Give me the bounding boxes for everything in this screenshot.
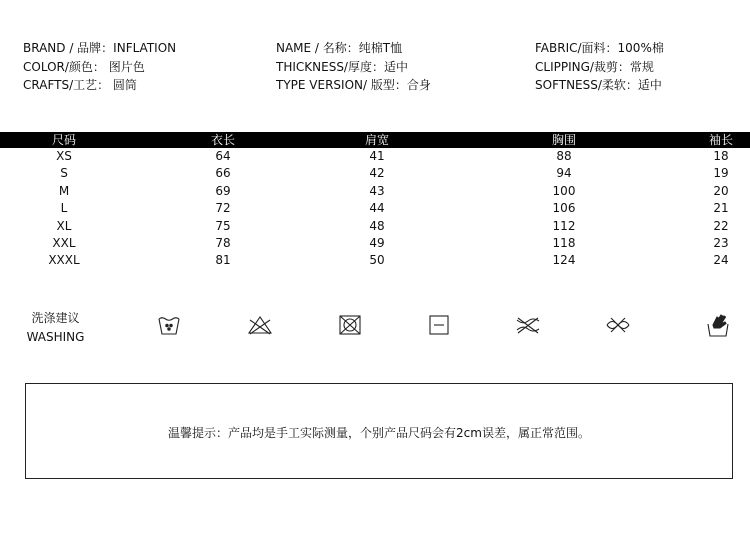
cell-size: S <box>60 166 68 181</box>
table-row <box>0 252 750 269</box>
cell-shoulder: 49 <box>369 236 385 251</box>
cell-length: 75 <box>215 218 231 233</box>
cell-sleeve: 22 <box>713 218 729 233</box>
header-length: 衣长 <box>128 132 318 148</box>
name-line: NAME / 名称：纯棉T恤 <box>276 41 403 55</box>
cell-sleeve: 18 <box>713 149 729 163</box>
cell-chest: 118 <box>552 236 576 251</box>
table-row <box>0 148 750 165</box>
info-column-fabric <box>535 39 664 95</box>
softness-line: SOFTNESS/柔软：适中 <box>535 78 662 92</box>
cell-size: XS <box>56 149 72 163</box>
cell-size: XXL <box>52 236 76 251</box>
notice-box <box>25 383 733 479</box>
cell-length: 72 <box>215 201 231 216</box>
cell-chest: 124 <box>552 253 576 268</box>
table-row <box>0 235 750 252</box>
cell-length: 66 <box>215 166 231 181</box>
cell-chest: 106 <box>552 201 576 216</box>
cell-length: 69 <box>215 183 231 198</box>
cell-chest: 88 <box>556 149 572 163</box>
cell-sleeve: 19 <box>713 166 729 181</box>
size-table <box>0 132 750 270</box>
cell-shoulder: 42 <box>369 166 385 181</box>
cell-sleeve: 20 <box>713 183 729 198</box>
table-row <box>0 165 750 182</box>
no-dry-clean-icon <box>605 312 631 338</box>
washing-label-en: WASHING <box>26 330 85 344</box>
header-sleeve: 袖长 <box>692 132 750 148</box>
cell-size: XL <box>56 218 72 233</box>
crafts-line: CRAFTS/工艺： 圆筒 <box>23 78 137 92</box>
cell-size: XXXL <box>48 253 80 268</box>
cell-chest: 100 <box>552 183 576 198</box>
hand-wash-icon <box>705 312 731 338</box>
cell-shoulder: 41 <box>369 149 385 163</box>
cell-chest: 94 <box>556 166 572 181</box>
color-line: COLOR/颜色： 图片色 <box>23 59 145 74</box>
thickness-line: THICKNESS/厚度：适中 <box>276 59 408 74</box>
notice-text: 温馨提示：产品均是手工实际测量，个别产品尺码会有2cm误差，属正常范围。 <box>168 426 590 440</box>
no-tumble-dry-icon <box>337 312 363 338</box>
no-wring-icon <box>515 312 541 338</box>
cell-sleeve: 24 <box>713 253 729 268</box>
table-row <box>0 183 750 200</box>
clipping-line: CLIPPING/裁剪：常规 <box>535 59 654 74</box>
cell-shoulder: 48 <box>369 218 385 233</box>
cell-length: 64 <box>215 149 231 163</box>
cell-shoulder: 44 <box>369 201 385 216</box>
cell-shoulder: 50 <box>369 253 385 268</box>
info-column-name <box>276 39 431 95</box>
dry-flat-icon <box>426 312 452 338</box>
cell-length: 78 <box>215 236 231 251</box>
cell-size: L <box>60 201 68 216</box>
wash-30-icon <box>156 312 182 338</box>
washing-label <box>18 309 93 347</box>
table-row <box>0 200 750 217</box>
size-table-header <box>0 132 750 148</box>
header-size: 尺码 <box>0 132 128 148</box>
cell-shoulder: 43 <box>369 183 385 198</box>
washing-label-cn: 洗涤建议 <box>31 311 80 325</box>
cell-length: 81 <box>215 253 231 268</box>
brand-line: BRAND / 品牌：INFLATION <box>23 41 177 55</box>
header-chest: 胸围 <box>436 132 692 148</box>
info-column-brand <box>23 39 176 95</box>
header-shoulder: 肩宽 <box>318 132 436 148</box>
cell-chest: 112 <box>552 218 576 233</box>
no-bleach-icon <box>247 312 273 338</box>
table-row <box>0 218 750 235</box>
cell-sleeve: 23 <box>713 236 729 251</box>
cell-sleeve: 21 <box>713 201 729 216</box>
fabric-line: FABRIC/面料：100%棉 <box>535 41 664 55</box>
type-version-line: TYPE VERSION/ 版型：合身 <box>276 78 431 92</box>
cell-size: M <box>58 183 70 198</box>
